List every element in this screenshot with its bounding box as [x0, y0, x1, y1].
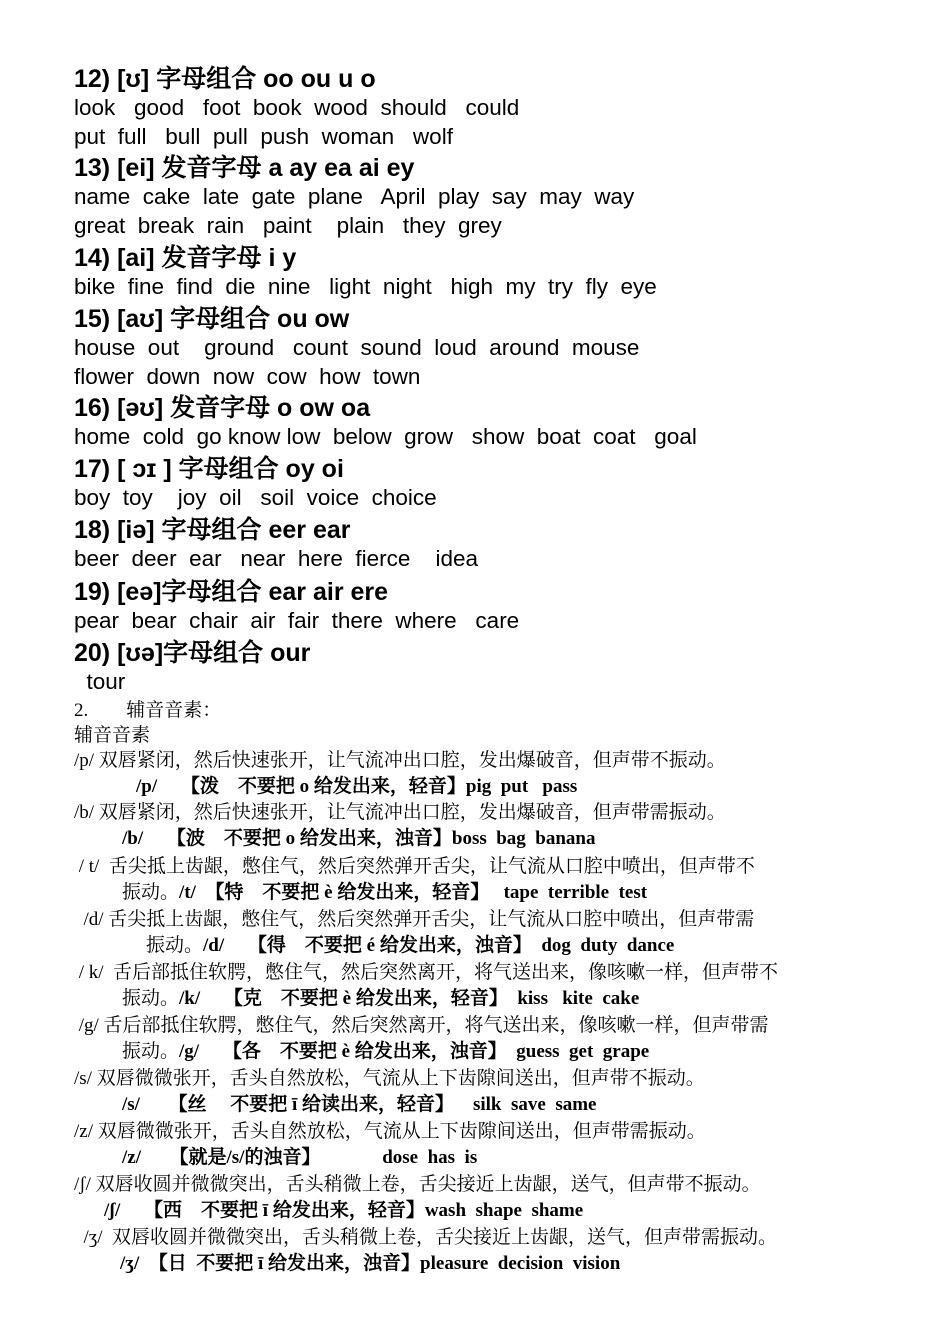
consonant-entry-t	[74, 854, 944, 906]
example-words: tour	[74, 669, 126, 694]
consonant-description: /p/ 双唇紧闭，然后快速张开，让气流冲出口腔，发出爆破音，但声带不振动。	[74, 750, 726, 771]
consonant-entry-b	[74, 800, 944, 852]
example-words: great break rain paint plain they grey	[74, 212, 502, 238]
example-words: home cold go know low below grow show boat coat goal	[74, 424, 697, 449]
consonant-entry-d	[74, 907, 944, 959]
vowel-section-20	[74, 638, 934, 697]
vowel-section-15	[74, 304, 934, 391]
example-words: flower down now cow how town	[74, 363, 421, 389]
consonant-description: / k/ 舌后部抵住软腭，憋住气，然后突然离开，将气送出来，像咳嗽一样，但声带不	[74, 962, 779, 983]
consonant-example: /p/ 【泼 不要把 o 给发出来，轻音】pig put pass	[136, 776, 578, 797]
consonant-entry-sh	[74, 1172, 944, 1224]
example-words: beer deer ear near here fierce idea	[74, 546, 478, 571]
consonant-example: /s/ 【丝 不要把 ī 给读出来，轻音】 silk save same	[122, 1094, 597, 1115]
example-words: put full bull pull push woman wolf	[74, 123, 453, 149]
consonant-example: /d/ 【得 不要把 é 给发出来，浊音】 dog duty dance	[203, 935, 675, 956]
consonant-description-cont: 振动。	[122, 1041, 180, 1062]
consonant-description: /d/ 舌尖抵上齿龈，憋住气，然后突然弹开舌尖，让气流从口腔中喷出，但声带需	[74, 909, 755, 930]
example-words: look good foot book wood should could	[74, 95, 520, 120]
consonant-example: /z/ 【就是/s/的浊音】 dose has is	[122, 1147, 478, 1168]
vowel-section-14	[74, 243, 934, 302]
consonant-example: /t/ 【特 不要把 è 给发出来，轻音】 tape terrible test	[179, 882, 648, 903]
section-title: 15) [aʊ] 字母组合 ou ow	[74, 305, 350, 333]
consonant-description: /b/ 双唇紧闭，然后快速张开，让气流冲出口腔，发出爆破音，但声带需振动。	[74, 802, 726, 823]
consonant-description: /ʃ/ 双唇收圆并微微突出，舌头稍微上卷，舌尖接近上齿龈，送气，但声带不振动。	[74, 1174, 761, 1195]
vowel-section-19	[74, 577, 934, 636]
section-title: 13) [ei] 发音字母 a ay ea ai ey	[74, 154, 415, 182]
consonant-description-cont: 振动。	[122, 882, 180, 903]
consonant-entry-z	[74, 1119, 944, 1171]
consonant-example: /g/ 【各 不要把 è 给发出来，浊音】 guess get grape	[179, 1041, 650, 1062]
consonant-entry-g	[74, 1013, 944, 1065]
consonant-entry-zh	[74, 1225, 944, 1277]
consonant-description-cont: 振动。	[122, 988, 180, 1009]
vowel-section-18	[74, 515, 934, 574]
consonant-description: / t/ 舌尖抵上齿龈，憋住气，然后突然弹开舌尖，让气流从口腔中喷出，但声带不	[74, 856, 755, 877]
consonant-example: /ʒ/ 【日 不要把 ī 给发出来，浊音】pleasure decision vision	[120, 1253, 621, 1274]
example-words: name cake late gate plane April play say may way	[74, 184, 635, 209]
vowel-section-17	[74, 454, 934, 513]
section-title: 12) [ʊ] 字母组合 oo ou u o	[74, 65, 376, 93]
section-title: 19) [eə]字母组合 ear air ere	[74, 578, 389, 606]
section-title: 20) [ʊə]字母组合 our	[74, 639, 311, 667]
consonant-example: /b/ 【波 不要把 o 给发出来，浊音】boss bag banana	[122, 828, 596, 849]
section-title: 16) [əʊ] 发音字母 o ow oa	[74, 394, 371, 422]
consonant-entry-s	[74, 1066, 944, 1118]
consonant-entry-k	[74, 960, 944, 1012]
consonant-description: /ʒ/ 双唇收圆并微微突出，舌头稍微上卷，舌尖接近上齿龈，送气，但声带需振动。	[74, 1227, 777, 1248]
example-words: house out ground count sound loud around mouse	[74, 335, 640, 360]
consonant-description-cont: 振动。	[146, 935, 204, 956]
consonant-subheading: 辅音音素	[74, 725, 151, 746]
example-words: pear bear chair air fair there where care	[74, 608, 520, 633]
vowel-section-13	[74, 153, 934, 240]
example-words: bike fine find die nine light night high my try fly eye	[74, 274, 657, 299]
vowel-section-16	[74, 393, 934, 452]
consonant-description: /g/ 舌后部抵住软腭，憋住气，然后突然离开，将气送出来，像咳嗽一样，但声带需	[74, 1015, 769, 1036]
section-title: 14) [ai] 发音字母 i y	[74, 244, 297, 272]
consonant-example: /k/ 【克 不要把 è 给发出来，轻音】 kiss kite cake	[179, 988, 640, 1009]
section-title: 18) [iə] 字母组合 eer ear	[74, 516, 351, 544]
consonant-example: /ʃ/ 【西 不要把 ī 给发出来，轻音】wash shape shame	[104, 1200, 584, 1221]
consonant-heading: 2. 辅音音素：	[74, 700, 222, 721]
consonant-description: /s/ 双唇微微张开，舌头自然放松，气流从上下齿隙间送出，但声带不振动。	[74, 1068, 705, 1089]
section-title: 17) [ ɔɪ ] 字母组合 oy oi	[74, 455, 344, 483]
vowel-section-12	[74, 64, 934, 151]
example-words: boy toy joy oil soil voice choice	[74, 485, 437, 510]
consonant-entry-p	[74, 748, 944, 800]
consonant-description: /z/ 双唇微微张开，舌头自然放松，气流从上下齿隙间送出，但声带需振动。	[74, 1121, 706, 1142]
